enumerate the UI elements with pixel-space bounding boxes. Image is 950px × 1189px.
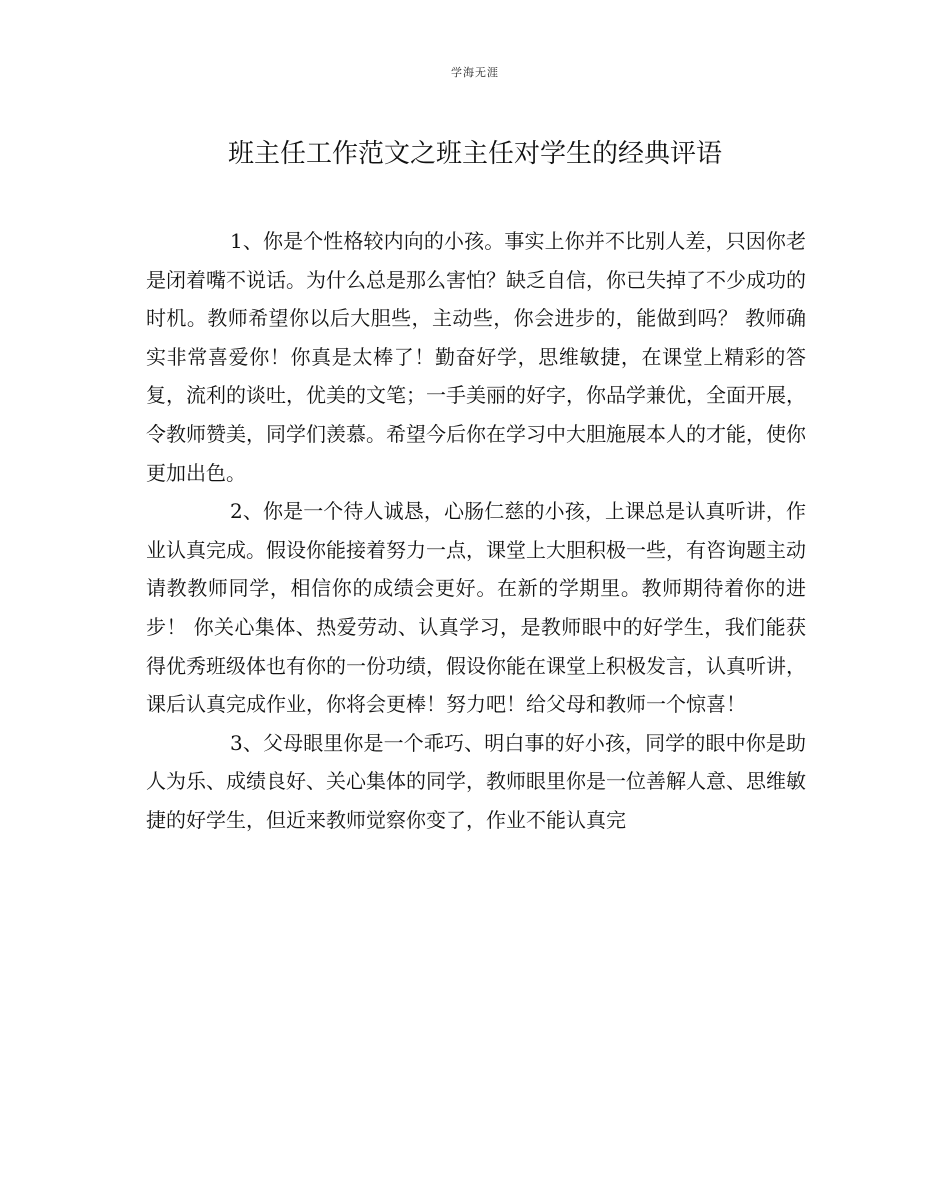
page-header: 学海无涯 [451, 66, 499, 79]
paragraph-1: 1、你是个性格较内向的小孩。事实上你并不比别人差，只因你老是闭着嘴不说话。为什么总是那么害怕？缺乏自信，你已失掉了不少成功的时机。教师希望你以后大胆些，主动些，你会进步的，能做到吗？ 教师确实非常喜爱你！你真是太棒了！勤奋好学，思维敏捷，在课堂上精彩的答复，流利的谈吐，优美的文笔；一手美丽的好字，你品学兼优，全面开展，令教师赞美，同学们羡慕。希望今后你在学习中大胆施展本人的才能，使你更加出色。 [146, 229, 806, 485]
paragraph-2: 2、你是一个待人诚恳，心肠仁慈的小孩，上课总是认真听讲，作业认真完成。假设你能接着努力一点，课堂上大胆积极一些，有咨询题主动请教教师同学，相信你的成绩会更好。在新的学期里。教师期待着你的进步！ 你关心集体、热爱劳动、认真学习，是教师眼中的好学生，我们能获得优秀班级体也有你的一份功绩，假设你能在课堂上积极发言，认真听讲，课后认真完成作业，你将会更棒！努力吧！给父母和教师一个惊喜！ [146, 499, 806, 717]
document-title: 班主任工作范文之班主任对学生的经典评语 [227, 139, 722, 169]
paragraph-3: 3、父母眼里你是一个乖巧、明白事的好小孩，同学的眼中你是助人为乐、成绩良好、关心集体的同学，教师眼里你是一位善解人意、思维敏捷的好学生，但近来教师觉察你变了，作业不能认真完 [146, 730, 806, 832]
document-body [146, 222, 806, 840]
